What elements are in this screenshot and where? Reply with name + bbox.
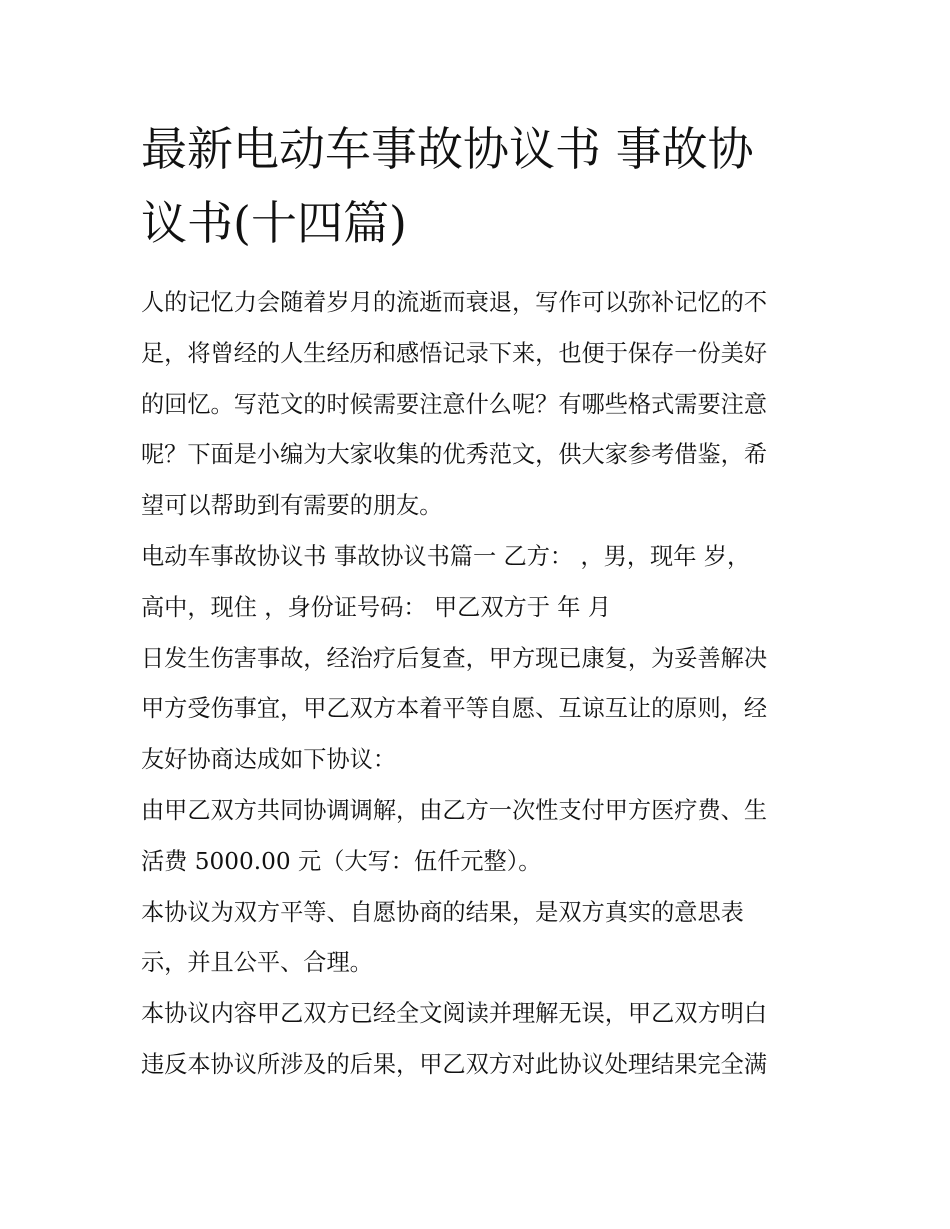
body-line: 活费 5000.00 元（大写：伍仟元整）。	[141, 847, 542, 875]
body-line: 呢？下面是小编为大家收集的优秀范文，供大家参考借鉴，希	[141, 441, 768, 469]
body-line: 甲方受伤事宜，甲乙双方本着平等自愿、互谅互让的原则，经	[141, 695, 768, 723]
body-line: 电动车事故协议书 事故协议书篇一 乙方： ，男，现年 岁，	[141, 542, 751, 570]
body-line: 本协议为双方平等、自愿协商的结果，是双方真实的意思表	[141, 898, 744, 926]
body-line: 违反本协议所涉及的后果，甲乙双方对此协议处理结果完全满	[141, 1050, 768, 1078]
body-line: 人的记忆力会随着岁月的流逝而衰退，写作可以弥补记忆的不	[141, 289, 768, 316]
body-line: 友好协商达成如下协议：	[141, 746, 397, 774]
title-line-1: 最新电动车事故协议书 事故协	[141, 122, 754, 176]
body-line: 望可以帮助到有需要的朋友。	[141, 492, 443, 520]
body-line: 本协议内容甲乙双方已经全文阅读并理解无误，甲乙双方明白	[141, 1000, 768, 1028]
document-body	[141, 281, 831, 1094]
body-line: 由甲乙双方共同协调调解，由乙方一次性支付甲方医疗费、生	[141, 796, 768, 824]
body-line: 足，将曾经的人生经历和感悟记录下来，也便于保存一份美好	[141, 339, 768, 367]
body-line: 日发生伤害事故，经治疗后复查，甲方现已康复，为妥善解决	[141, 644, 768, 672]
title-line-2: 议书(十四篇)	[141, 196, 407, 250]
body-line: 高中，现住 ，身份证号码： 甲乙双方于 年 月	[141, 593, 612, 621]
body-line: 示，并且公平、合理。	[141, 949, 373, 977]
document-title	[141, 112, 821, 260]
body-line: 的回忆。写范文的时候需要注意什么呢？有哪些格式需要注意	[141, 390, 768, 418]
